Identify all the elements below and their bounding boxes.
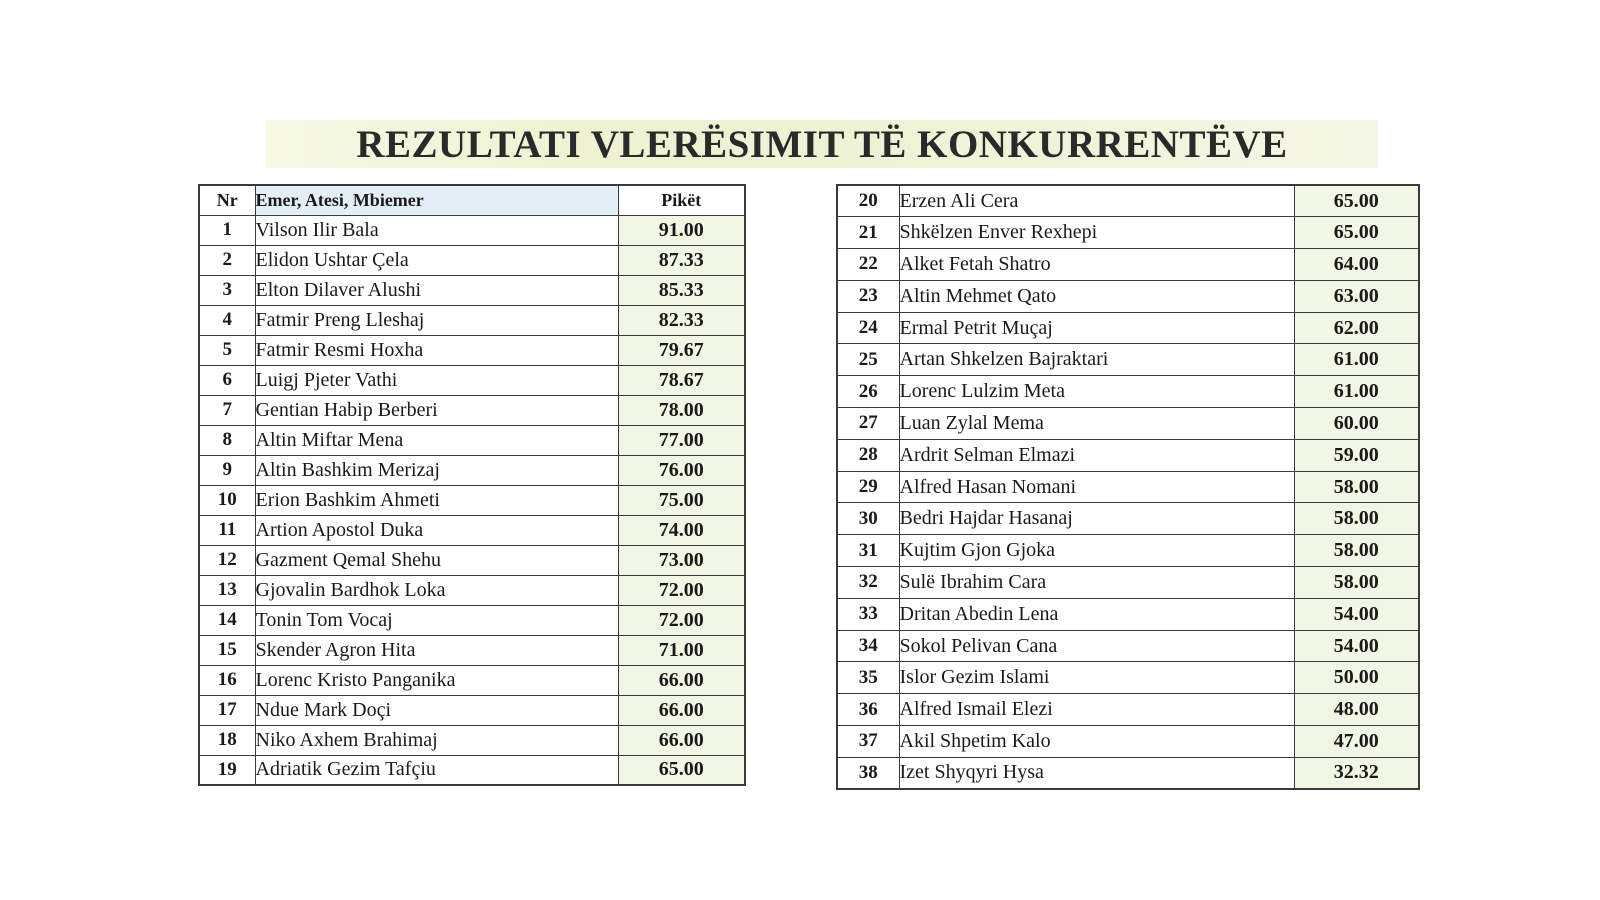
candidate-name: Elidon Ushtar Çela — [255, 245, 618, 275]
row-number: 19 — [199, 755, 255, 785]
row-number: 6 — [199, 365, 255, 395]
candidate-points: 76.00 — [618, 455, 745, 485]
row-number: 10 — [199, 485, 255, 515]
row-number: 26 — [837, 376, 899, 408]
table-row — [199, 575, 745, 605]
row-number: 23 — [837, 280, 899, 312]
row-number: 11 — [199, 515, 255, 545]
candidate-points: 65.00 — [1294, 217, 1419, 249]
table-row — [837, 567, 1419, 599]
table-row — [199, 395, 745, 425]
row-number: 4 — [199, 305, 255, 335]
candidate-points: 58.00 — [1294, 471, 1419, 503]
candidate-name: Alfred Hasan Nomani — [899, 471, 1294, 503]
table-row — [837, 630, 1419, 662]
table-row — [199, 455, 745, 485]
table-row — [837, 280, 1419, 312]
table-header-row — [199, 185, 745, 215]
row-number: 29 — [837, 471, 899, 503]
candidate-name: Ermal Petrit Muçaj — [899, 312, 1294, 344]
row-number: 31 — [837, 535, 899, 567]
header-points: Pikët — [618, 185, 745, 215]
candidate-name: Tonin Tom Vocaj — [255, 605, 618, 635]
candidate-points: 61.00 — [1294, 376, 1419, 408]
candidate-name: Alket Fetah Shatro — [899, 249, 1294, 281]
candidate-points: 48.00 — [1294, 694, 1419, 726]
table-row — [837, 471, 1419, 503]
table-row — [837, 344, 1419, 376]
candidate-points: 58.00 — [1294, 503, 1419, 535]
row-number: 36 — [837, 694, 899, 726]
row-number: 38 — [837, 757, 899, 789]
row-number: 3 — [199, 275, 255, 305]
table-row — [837, 598, 1419, 630]
candidate-points: 54.00 — [1294, 630, 1419, 662]
candidate-points: 54.00 — [1294, 598, 1419, 630]
candidate-name: Izet Shyqyri Hysa — [899, 757, 1294, 789]
row-number: 9 — [199, 455, 255, 485]
candidate-name: Luigj Pjeter Vathi — [255, 365, 618, 395]
candidate-name: Alfred Ismail Elezi — [899, 694, 1294, 726]
table-row — [199, 215, 745, 245]
table-row — [199, 275, 745, 305]
candidate-name: Ndue Mark Doçi — [255, 695, 618, 725]
table-row — [837, 726, 1419, 758]
candidate-name: Artan Shkelzen Bajraktari — [899, 344, 1294, 376]
candidate-name: Skender Agron Hita — [255, 635, 618, 665]
row-number: 14 — [199, 605, 255, 635]
candidate-points: 47.00 — [1294, 726, 1419, 758]
candidate-points: 65.00 — [618, 755, 745, 785]
row-number: 20 — [837, 185, 899, 217]
table-row — [199, 665, 745, 695]
row-number: 25 — [837, 344, 899, 376]
candidate-name: Gazment Qemal Shehu — [255, 545, 618, 575]
candidate-name: Bedri Hajdar Hasanaj — [899, 503, 1294, 535]
candidate-name: Elton Dilaver Alushi — [255, 275, 618, 305]
candidate-points: 72.00 — [618, 575, 745, 605]
table-row — [837, 757, 1419, 789]
candidate-points: 91.00 — [618, 215, 745, 245]
candidate-points: 71.00 — [618, 635, 745, 665]
table-row — [837, 249, 1419, 281]
candidate-points: 78.00 — [618, 395, 745, 425]
row-number: 16 — [199, 665, 255, 695]
row-number: 30 — [837, 503, 899, 535]
row-number: 18 — [199, 725, 255, 755]
candidate-points: 72.00 — [618, 605, 745, 635]
results-table-right — [836, 184, 1420, 790]
candidate-points: 62.00 — [1294, 312, 1419, 344]
candidate-points: 32.32 — [1294, 757, 1419, 789]
row-number: 13 — [199, 575, 255, 605]
candidate-name: Lorenc Kristo Panganika — [255, 665, 618, 695]
table-row — [837, 535, 1419, 567]
candidate-name: Adriatik Gezim Tafçiu — [255, 755, 618, 785]
candidate-name: Luan Zylal Mema — [899, 408, 1294, 440]
candidate-name: Ardrit Selman Elmazi — [899, 439, 1294, 471]
candidate-name: Fatmir Preng Lleshaj — [255, 305, 618, 335]
row-number: 35 — [837, 662, 899, 694]
table-row — [837, 694, 1419, 726]
candidate-points: 65.00 — [1294, 185, 1419, 217]
candidate-points: 64.00 — [1294, 249, 1419, 281]
candidate-points: 66.00 — [618, 725, 745, 755]
row-number: 17 — [199, 695, 255, 725]
table-row — [199, 695, 745, 725]
page-title: REZULTATI VLERËSIMIT TË KONKURRENTËVE — [356, 123, 1288, 166]
candidate-name: Sokol Pelivan Cana — [899, 630, 1294, 662]
candidate-name: Gentian Habip Berberi — [255, 395, 618, 425]
row-number: 37 — [837, 726, 899, 758]
row-number: 24 — [837, 312, 899, 344]
candidate-name: Altin Bashkim Merizaj — [255, 455, 618, 485]
candidate-points: 82.33 — [618, 305, 745, 335]
row-number: 2 — [199, 245, 255, 275]
candidate-points: 79.67 — [618, 335, 745, 365]
row-number: 8 — [199, 425, 255, 455]
table-row — [199, 725, 745, 755]
candidate-name: Niko Axhem Brahimaj — [255, 725, 618, 755]
candidate-name: Erion Bashkim Ahmeti — [255, 485, 618, 515]
table-row — [837, 408, 1419, 440]
candidate-name: Akil Shpetim Kalo — [899, 726, 1294, 758]
table-row — [199, 755, 745, 785]
table-row — [837, 376, 1419, 408]
candidate-name: Lorenc Lulzim Meta — [899, 376, 1294, 408]
candidate-points: 78.67 — [618, 365, 745, 395]
candidate-name: Dritan Abedin Lena — [899, 598, 1294, 630]
table-row — [837, 662, 1419, 694]
candidate-name: Altin Mehmet Qato — [899, 280, 1294, 312]
candidate-points: 77.00 — [618, 425, 745, 455]
candidate-name: Gjovalin Bardhok Loka — [255, 575, 618, 605]
row-number: 7 — [199, 395, 255, 425]
candidate-points: 58.00 — [1294, 535, 1419, 567]
table-row — [199, 545, 745, 575]
header-nr: Nr — [199, 185, 255, 215]
candidate-points: 85.33 — [618, 275, 745, 305]
candidate-name: Shkëlzen Enver Rexhepi — [899, 217, 1294, 249]
table-row — [199, 635, 745, 665]
results-table-left — [198, 184, 746, 786]
table-row — [837, 217, 1419, 249]
candidate-name: Altin Miftar Mena — [255, 425, 618, 455]
table-row — [199, 335, 745, 365]
candidate-points: 63.00 — [1294, 280, 1419, 312]
row-number: 12 — [199, 545, 255, 575]
row-number: 28 — [837, 439, 899, 471]
row-number: 21 — [837, 217, 899, 249]
table-row — [199, 245, 745, 275]
table-row — [199, 515, 745, 545]
table-row — [199, 485, 745, 515]
row-number: 1 — [199, 215, 255, 245]
candidate-points: 73.00 — [618, 545, 745, 575]
candidate-points: 50.00 — [1294, 662, 1419, 694]
candidate-points: 74.00 — [618, 515, 745, 545]
candidate-points: 60.00 — [1294, 408, 1419, 440]
header-name: Emer, Atesi, Mbiemer — [255, 185, 618, 215]
table-row — [837, 185, 1419, 217]
candidate-points: 61.00 — [1294, 344, 1419, 376]
table-row — [837, 312, 1419, 344]
row-number: 15 — [199, 635, 255, 665]
table-row — [199, 305, 745, 335]
candidate-name: Erzen Ali Cera — [899, 185, 1294, 217]
candidate-points: 58.00 — [1294, 567, 1419, 599]
candidate-points: 87.33 — [618, 245, 745, 275]
table-row — [837, 503, 1419, 535]
candidate-name: Artion Apostol Duka — [255, 515, 618, 545]
table-row — [837, 439, 1419, 471]
table-row — [199, 365, 745, 395]
table-row — [199, 605, 745, 635]
row-number: 5 — [199, 335, 255, 365]
row-number: 22 — [837, 249, 899, 281]
candidate-points: 66.00 — [618, 695, 745, 725]
candidate-name: Vilson Ilir Bala — [255, 215, 618, 245]
table-row — [199, 425, 745, 455]
candidate-points: 75.00 — [618, 485, 745, 515]
row-number: 33 — [837, 598, 899, 630]
candidate-name: Fatmir Resmi Hoxha — [255, 335, 618, 365]
candidate-name: Islor Gezim Islami — [899, 662, 1294, 694]
candidate-name: Kujtim Gjon Gjoka — [899, 535, 1294, 567]
candidate-name: Sulë Ibrahim Cara — [899, 567, 1294, 599]
row-number: 34 — [837, 630, 899, 662]
candidate-points: 59.00 — [1294, 439, 1419, 471]
row-number: 32 — [837, 567, 899, 599]
candidate-points: 66.00 — [618, 665, 745, 695]
row-number: 27 — [837, 408, 899, 440]
